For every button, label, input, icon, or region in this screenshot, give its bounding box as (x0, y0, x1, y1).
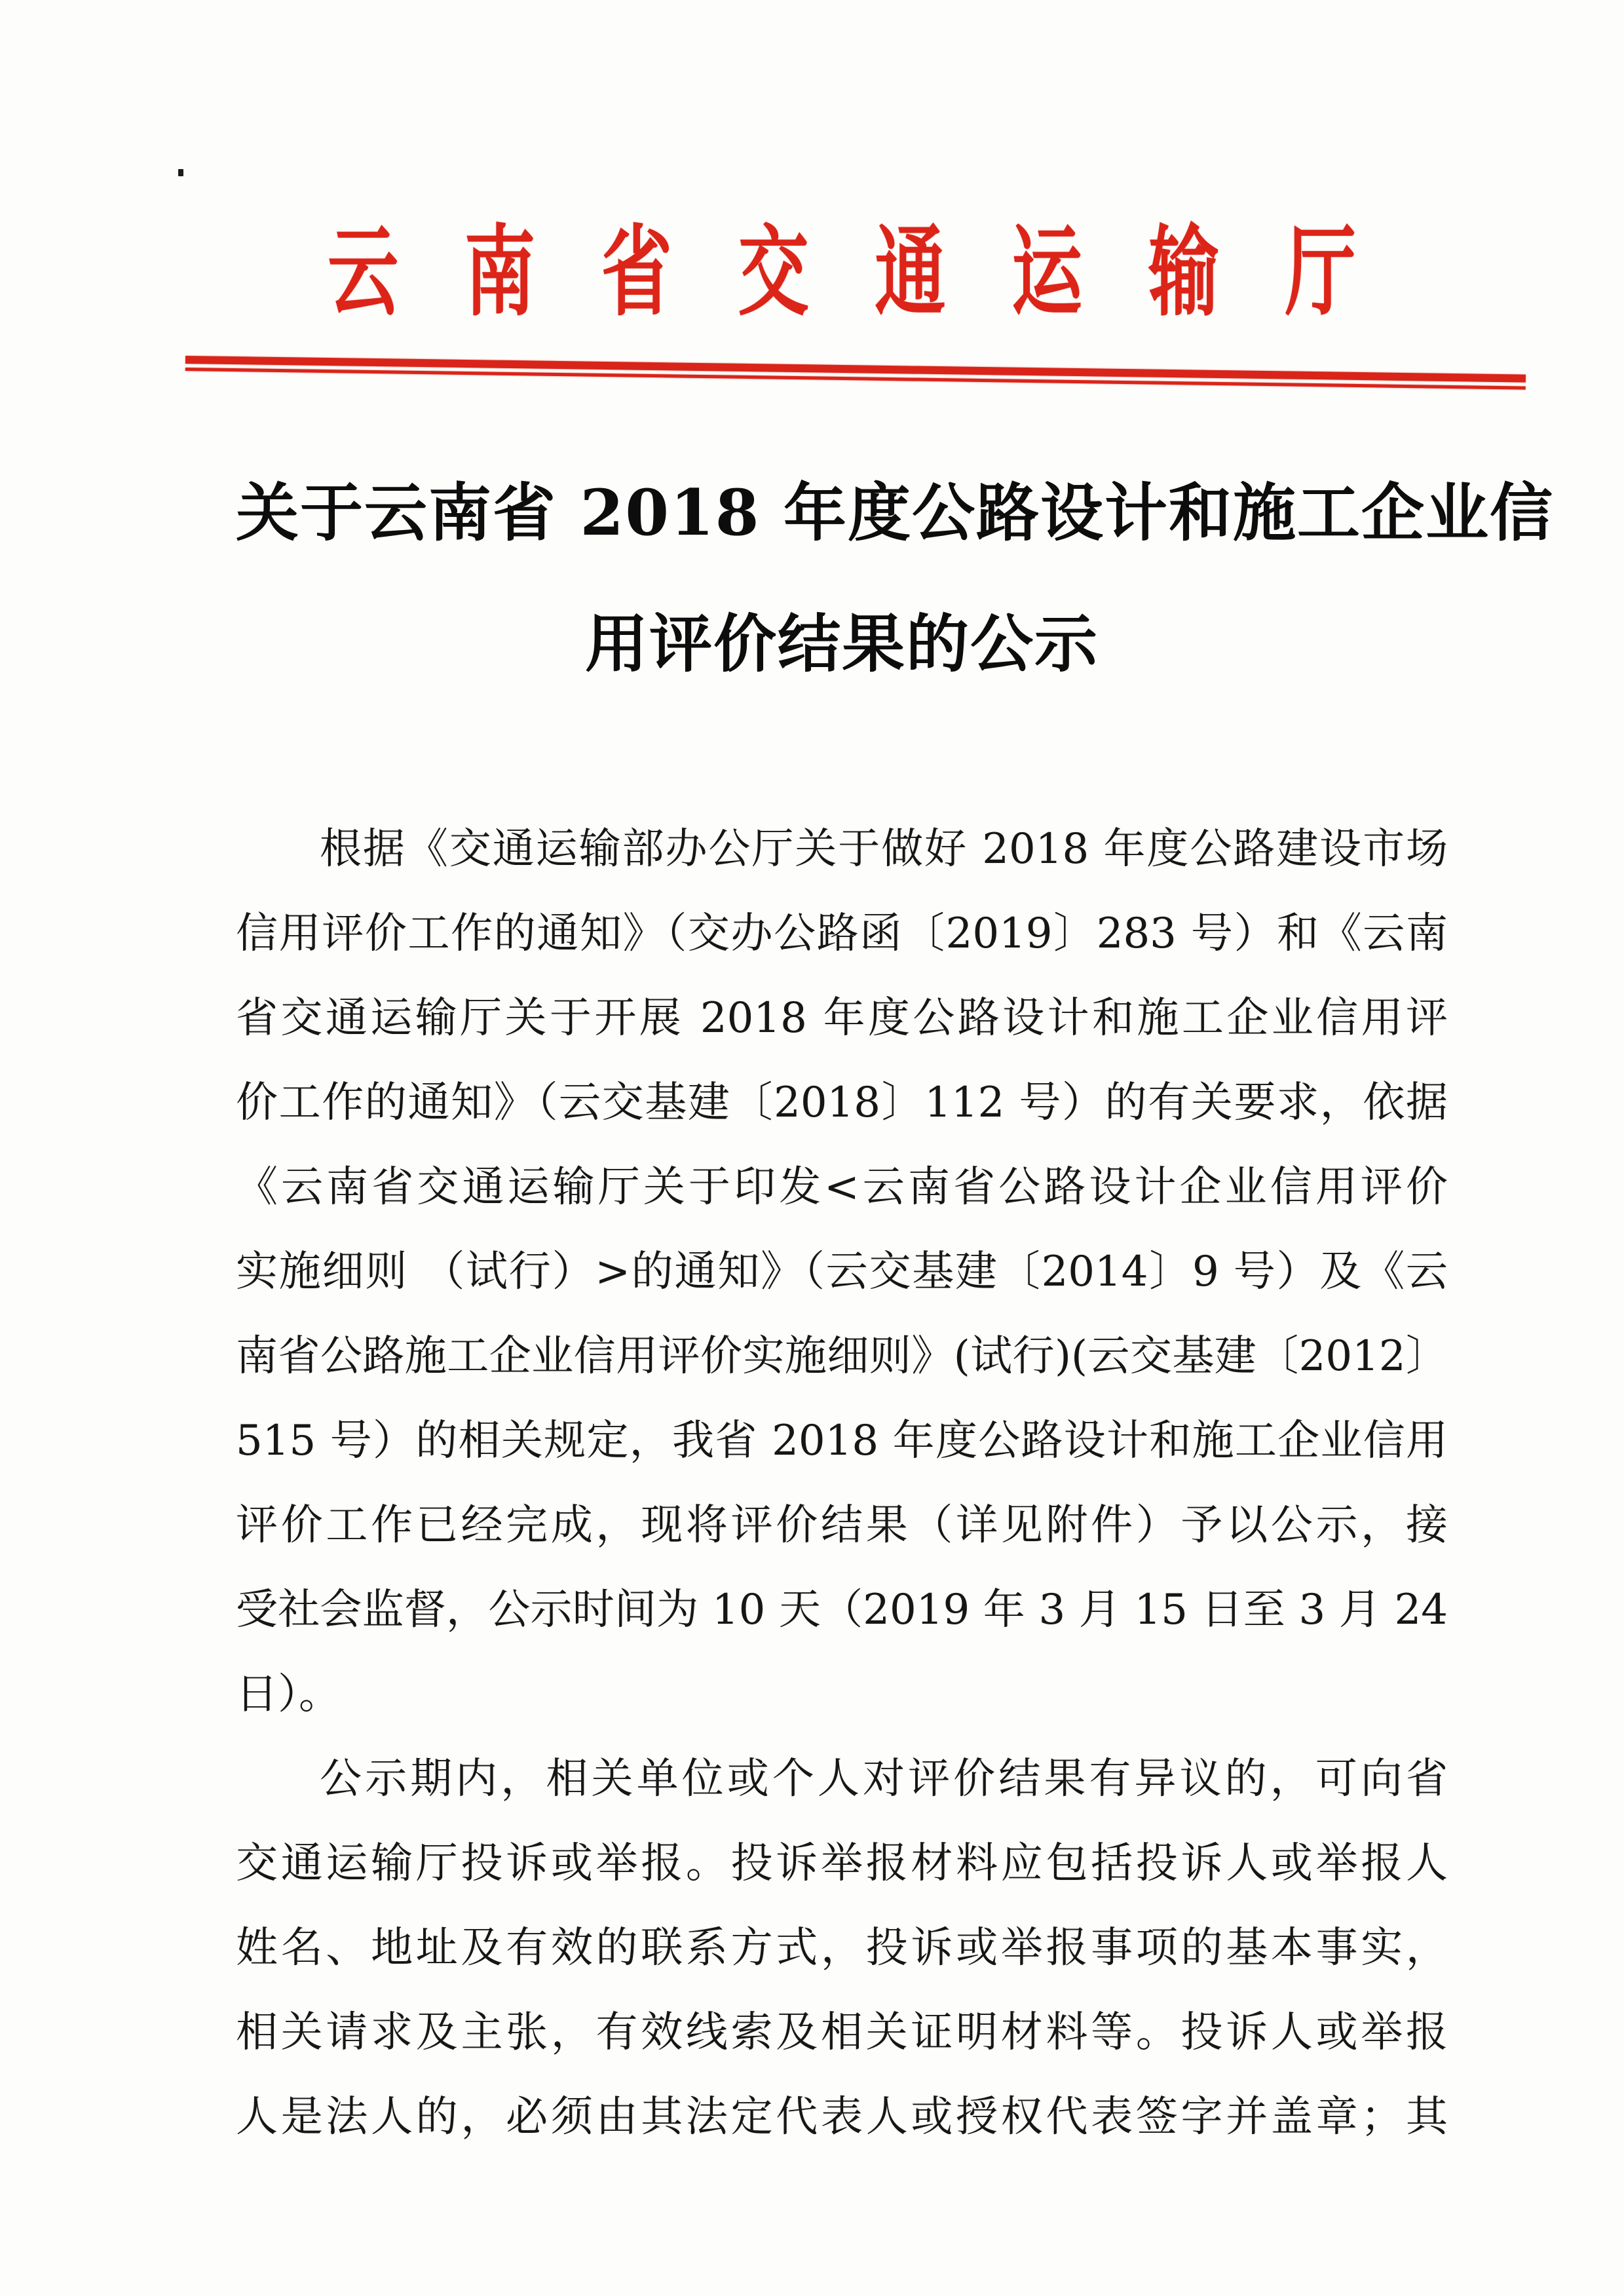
body-line: 信用评价工作的通知》（交办公路函〔2019〕283 号）和《云南 (236, 909, 1448, 958)
body-line: 根据《交通运输部办公厅关于做好 2018 年度公路建设市场 (320, 825, 1448, 873)
body-line: 姓名、地址及有效的联系方式，投诉或举报事项的基本事实， (236, 1924, 1448, 1972)
body-line: 日）。 (236, 1670, 341, 1719)
letterhead-divider-rule (185, 356, 1526, 390)
scan-artifact-mark (178, 169, 183, 176)
body-line: 省交通运输厅关于开展 2018 年度公路设计和施工企业信用评 (236, 994, 1448, 1043)
body-line: 实施细则 （试行）>的通知》（云交基建〔2014〕9 号）及《云 (236, 1248, 1448, 1296)
body-line: 受社会监督，公示时间为 10 天（2019 年 3 月 15 日至 3 月 24 (236, 1586, 1448, 1634)
document-title-line-2: 用评价结果的公示 (585, 607, 1099, 681)
body-line: 515 号）的相关规定，我省 2018 年度公路设计和施工企业信用 (236, 1417, 1448, 1465)
document-title (236, 448, 1555, 710)
body-line: 《云南省交通运输厅关于印发<云南省公路设计企业信用评价 (236, 1163, 1448, 1212)
body-line: 人是法人的，必须由其法定代表人或授权代表签字并盖章；其 (236, 2093, 1448, 2141)
document-body (236, 807, 1448, 2160)
agency-name: 云南省交通运输厅 (328, 214, 1422, 330)
body-line: 价工作的通知》（云交基建〔2018〕112 号）的有关要求，依据 (236, 1079, 1448, 1127)
body-line: 交通运输厅投诉或举报。投诉举报材料应包括投诉人或举报人 (236, 1839, 1448, 1888)
body-line: 评价工作已经完成，现将评价结果（详见附件）予以公示，接 (236, 1501, 1448, 1550)
body-line: 南省公路施工企业信用评价实施细则》(试行)(云交基建〔2012〕 (236, 1332, 1448, 1381)
document-title-line-1: 关于云南省 2018 年度公路设计和施工企业信 (236, 476, 1555, 550)
body-line: 相关请求及主张，有效线索及相关证明材料等。投诉人或举报 (236, 2008, 1448, 2057)
body-line: 公示期内，相关单位或个人对评价结果有异议的，可向省 (320, 1755, 1448, 1803)
